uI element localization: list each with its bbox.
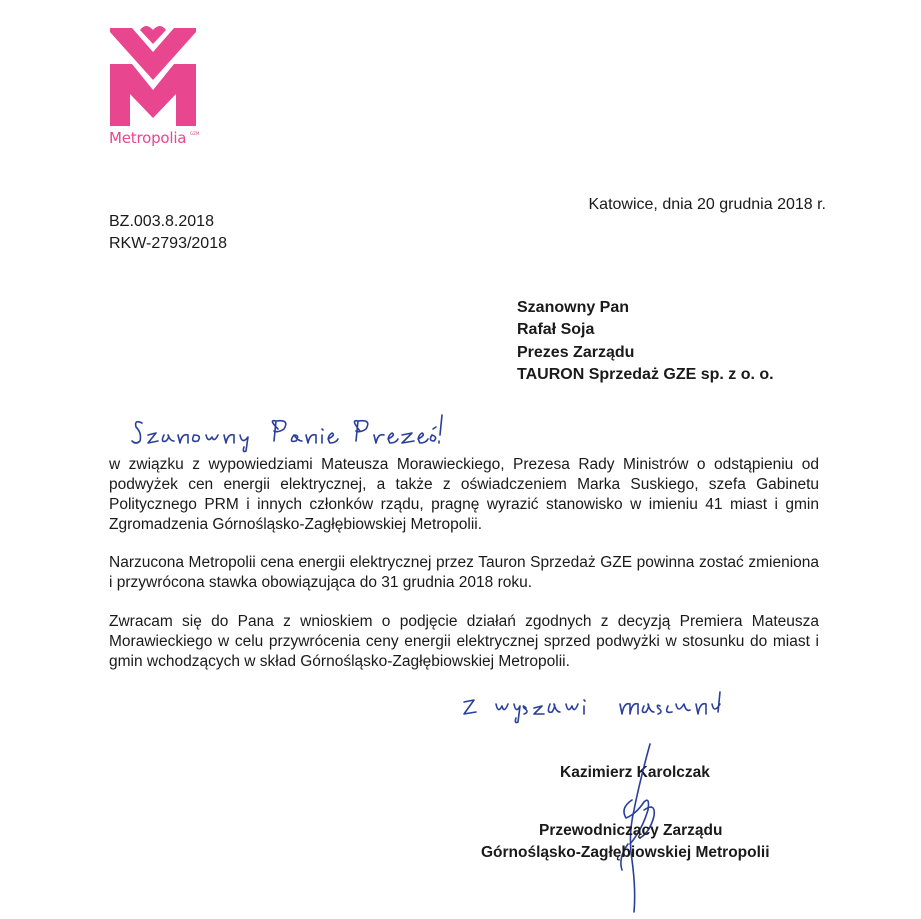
signatory-title: Przewodniczący Zarządu [539, 822, 723, 839]
reference-number: RKW-2793/2018 [109, 235, 227, 252]
addressee-line: Prezes Zarządu [517, 344, 635, 361]
addressee-line: TAURON Sprzedaż GZE sp. z o. o. [517, 366, 774, 383]
body-paragraph: w związku z wypowiedziami Mateusza Morawieckiego, Prezesa Rady Ministrów o odstąpieniu od podwyżek cen energii elektrycznej, a także z oświadczeniem Marka Suskiego, szefa Gabinetu Politycznego PRM i innych członków rządu, pragnę wyrazić stanowisko w imieniu 41 miast i gmin Zgromadzenia Górnośląsko-Zagłębiowskiej Metropolii. [109, 456, 819, 533]
addressee-line: Rafał Soja [517, 321, 595, 338]
signatory-organization: Górnośląsko-Zagłębiowskiej Metropolii [481, 844, 770, 861]
body-paragraph: Narzucona Metropolii cena energii elektrycznej przez Tauron Sprzedaż GZE powinna zostać zmieniona i przywrócona stawka obowiązująca do 31 grudnia 2018 roku. [109, 554, 819, 591]
signatory-name: Kazimierz Karolczak [560, 764, 710, 781]
handwritten-salutation [128, 405, 448, 455]
handwritten-closing [460, 680, 730, 730]
place-date: Katowice, dnia 20 grudnia 2018 r. [588, 196, 826, 213]
addressee-line: Szanowny Pan [517, 299, 630, 316]
logo-small-mark: GZM [190, 131, 200, 136]
body-paragraph: Zwracam się do Pana z wnioskiem o podjęcie działań zgodnych z decyzją Premiera Mateusza Morawieckiego w celu przywrócenia ceny energii elektrycznej sprzed podwyżki w stosunku do miast i gmin wchodzących w skład Górnośląsko-Zagłębiowskiej Metropolii. [109, 613, 819, 670]
reference-number: BZ.003.8.2018 [109, 213, 214, 230]
logo-wordmark: Metropolia [109, 129, 187, 147]
